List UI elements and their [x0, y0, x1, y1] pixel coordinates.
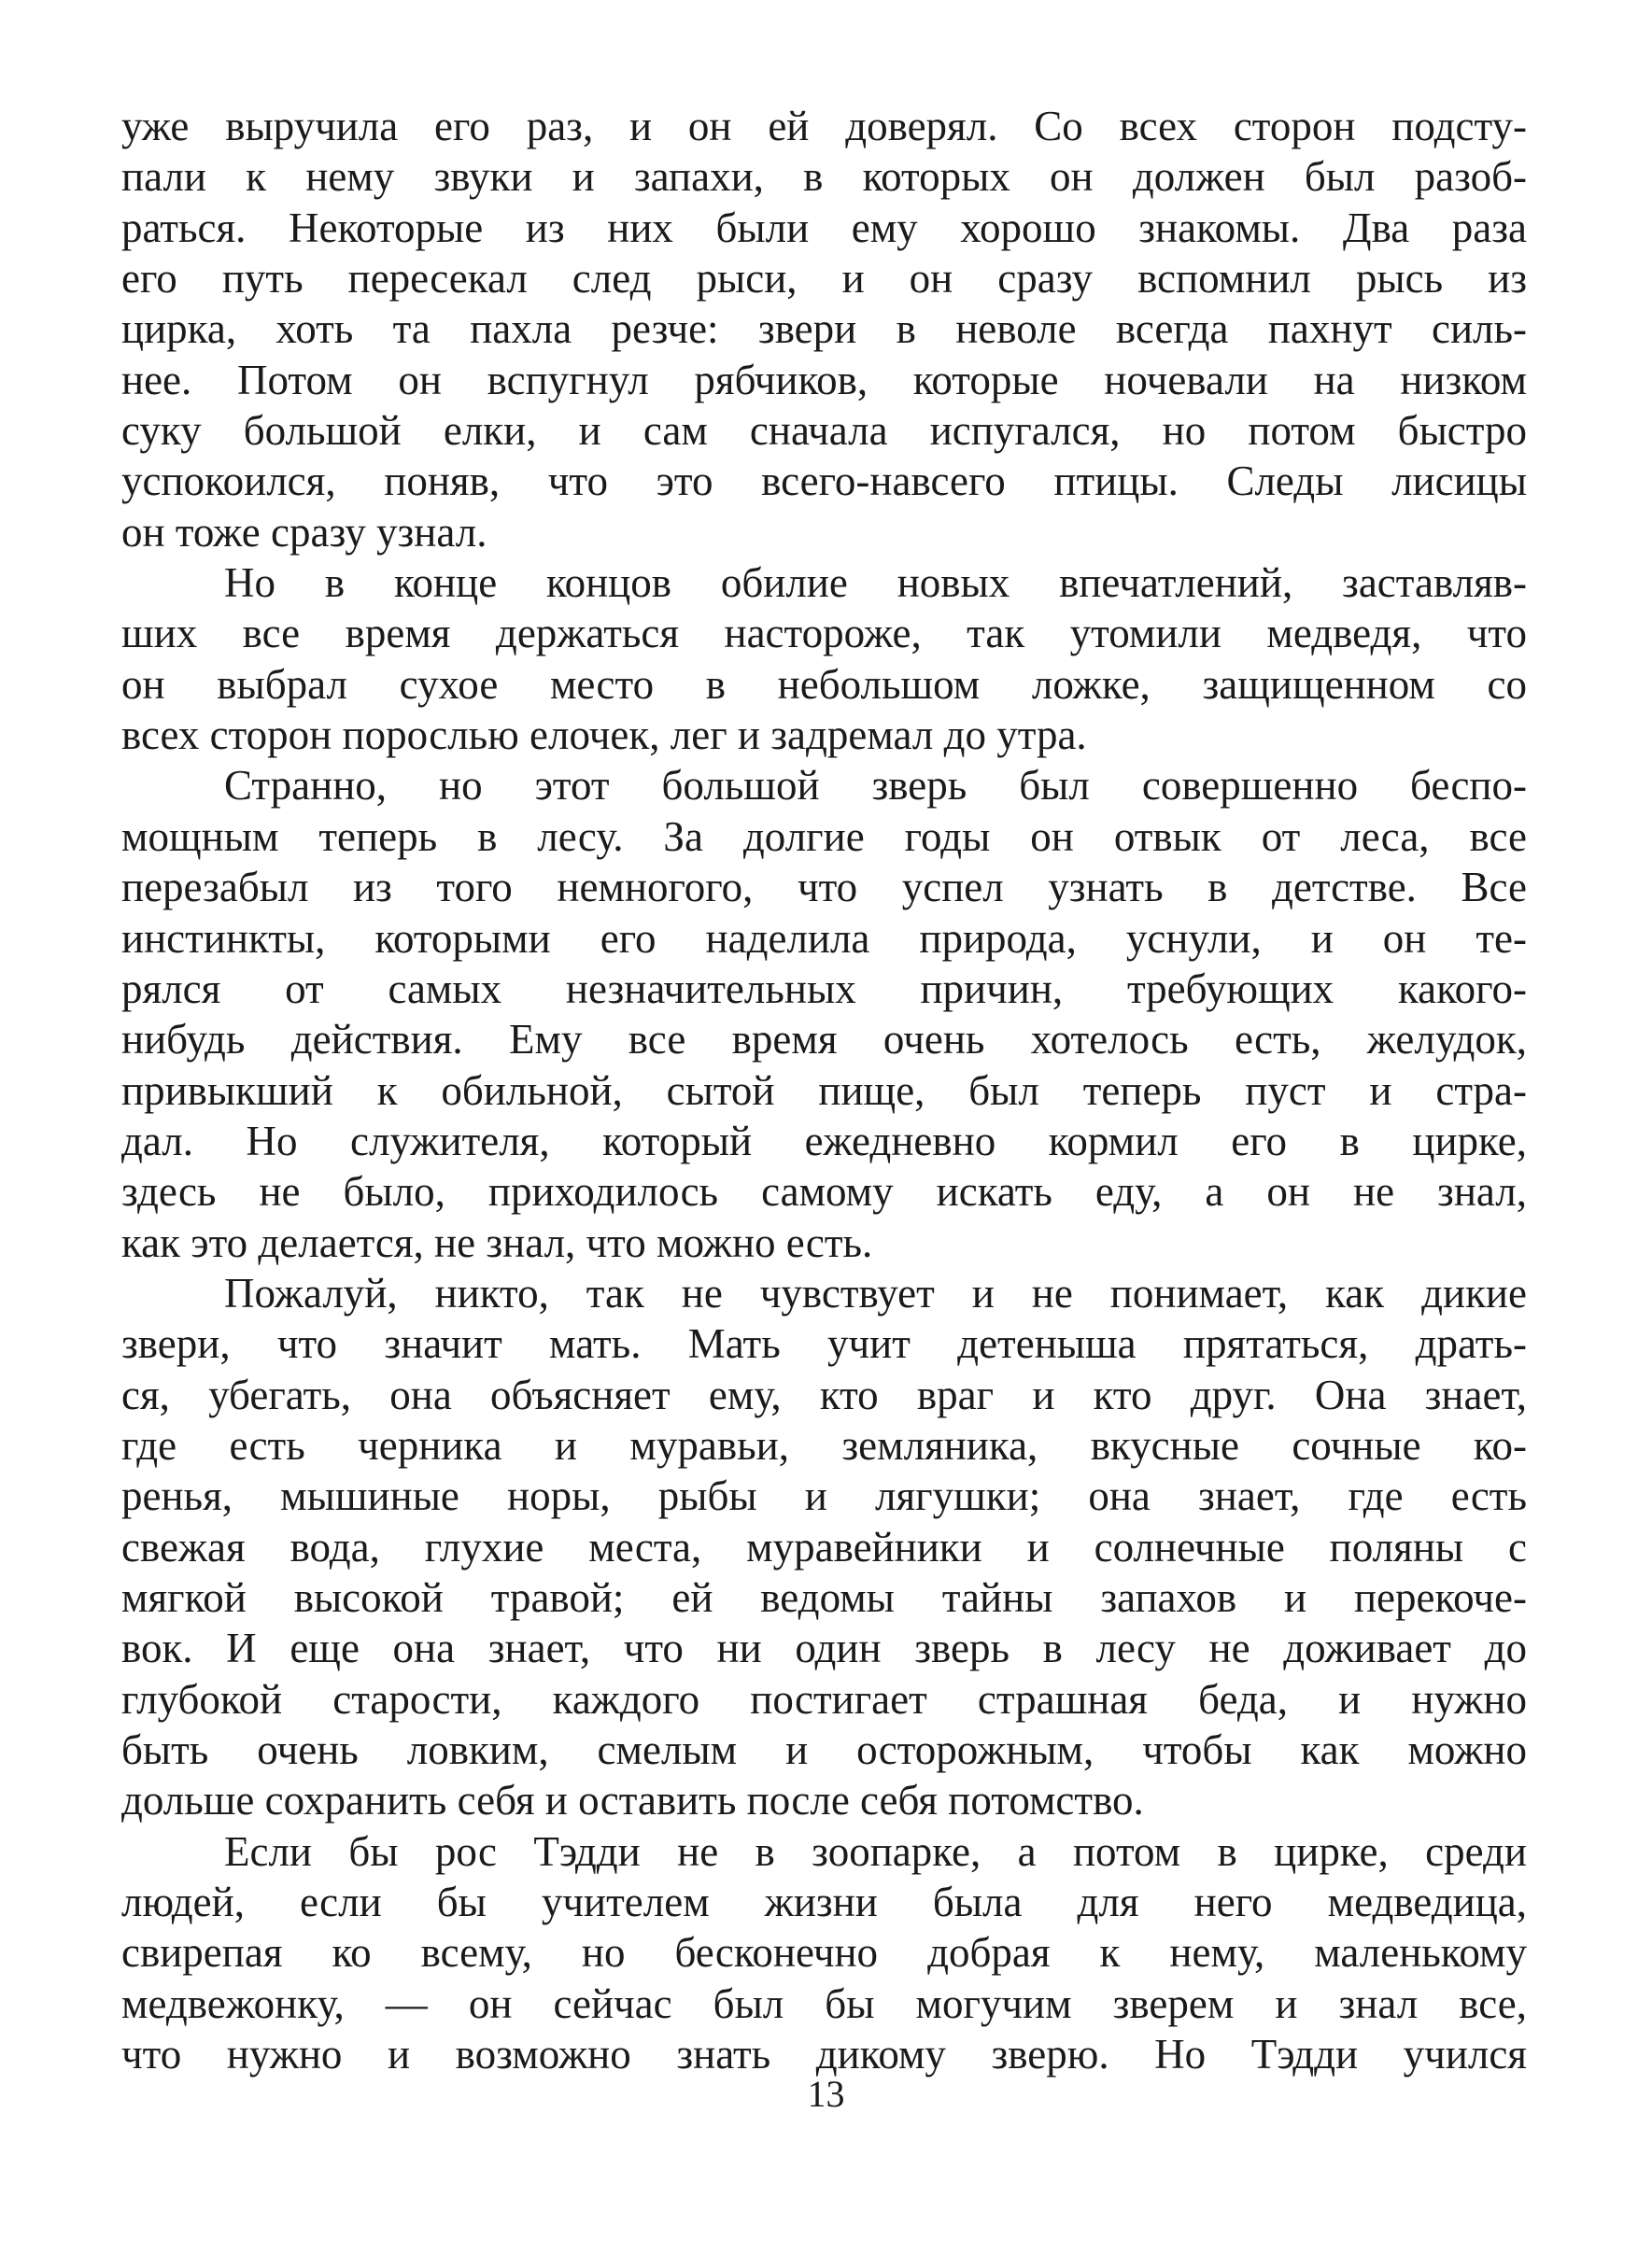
text-line: он выбрал сухое место в небольшом ложке, защищенном со	[121, 660, 1527, 708]
text-line: где есть черника и муравьи, земляника, вкусные сочные ко-	[121, 1421, 1527, 1469]
text-line: всех сторон порослью елочек, лег и задремал до утра.	[121, 711, 1087, 759]
text-line: успокоился, поняв, что это всего-навсего птицы. Следы лисицы	[121, 458, 1527, 505]
text-line: глубокой старости, каждого постигает страшная беда, и нужно	[121, 1675, 1527, 1723]
text-line: его путь пересекал след рыси, и он сразу вспомнил рысь из	[121, 255, 1527, 303]
text-line: мощным теперь в лесу. За долгие годы он отвык от леса, все	[121, 812, 1527, 860]
text-line: ся, убегать, она объясняет ему, кто враг и кто друг. Она знает,	[121, 1371, 1527, 1418]
text-line: ших все время держаться настороже, так утомили медведя, что	[121, 610, 1527, 657]
text-line: раться. Некоторые из них были ему хорошо знакомы. Два раза	[121, 204, 1527, 251]
text-line: дал. Но служителя, который ежедневно кормил его в цирке,	[121, 1117, 1527, 1164]
text-line: пали к нему звуки и запахи, в которых он должен был разоб-	[121, 153, 1527, 201]
text-line: привыкший к обильной, сытой пище, был теперь пуст и стра-	[121, 1066, 1527, 1114]
paragraph-start-line: Если бы рос Тэдди не в зоопарке, а потом в цирке, среди	[224, 1827, 1527, 1875]
text-line: цирка, хоть та пахла резче: звери в неволе всегда пахнут силь-	[121, 305, 1527, 353]
text-line: он тоже сразу узнал.	[121, 508, 487, 556]
text-line: нибудь действия. Ему все время очень хотелось есть, желудок,	[121, 1016, 1527, 1064]
text-line: звери, что значит мать. Мать учит детеныша прятаться, драть-	[121, 1320, 1527, 1368]
paragraph-start-line: Странно, но этот большой зверь был совершенно беспо-	[224, 762, 1527, 810]
text-line: ренья, мышиные норы, рыбы и лягушки; она знает, где есть	[121, 1472, 1527, 1520]
text-line: людей, если бы учителем жизни была для него медведица,	[121, 1879, 1527, 1926]
page-number: 13	[807, 2073, 845, 2115]
text-line: что нужно и возможно знать дикому зверю. Но Тэдди учился	[121, 2031, 1527, 2078]
text-line: нее. Потом он вспугнул рябчиков, которые ночевали на низком	[121, 356, 1527, 403]
text-line: суку большой елки, и сам сначала испугался, но потом быстро	[121, 407, 1527, 455]
text-line: мягкой высокой травой; ей ведомы тайны запахов и перекоче-	[121, 1573, 1527, 1621]
text-line: инстинкты, которыми его наделила природа, уснули, и он те-	[121, 914, 1527, 962]
text-line: дольше сохранить себя и оставить после себя потомство.	[121, 1777, 1144, 1824]
text-line: свежая вода, глухие места, муравейники и солнечные поляны с	[121, 1523, 1527, 1571]
paragraph-start-line: Но в конце концов обилие новых впечатлений, заставляв-	[224, 559, 1527, 607]
body-text	[121, 101, 1527, 2079]
text-line: перезабыл из того немногого, что успел узнать в детстве. Все	[121, 864, 1527, 911]
text-line: рялся от самых незначительных причин, требующих какого-	[121, 965, 1527, 1012]
paragraph-start-line: Пожалуй, никто, так не чувствует и не понимает, как дикие	[224, 1269, 1527, 1317]
text-line: свирепая ко всему, но бесконечно добрая к нему, маленькому	[121, 1929, 1527, 1977]
text-line: медвежонку, — он сейчас был бы могучим зверем и знал все,	[121, 1979, 1527, 2027]
text-line: как это делается, не знал, что можно есть.	[121, 1219, 873, 1266]
text-line: уже выручила его раз, и он ей доверял. Со всех сторон подсту-	[121, 103, 1527, 149]
text-line: вок. И еще она знает, что ни один зверь в лесу не доживает до	[121, 1625, 1527, 1672]
text-line: здесь не было, приходилось самому искать еду, а он не знал,	[121, 1168, 1527, 1216]
text-line: быть очень ловким, смелым и осторожным, чтобы как можно	[121, 1726, 1527, 1773]
